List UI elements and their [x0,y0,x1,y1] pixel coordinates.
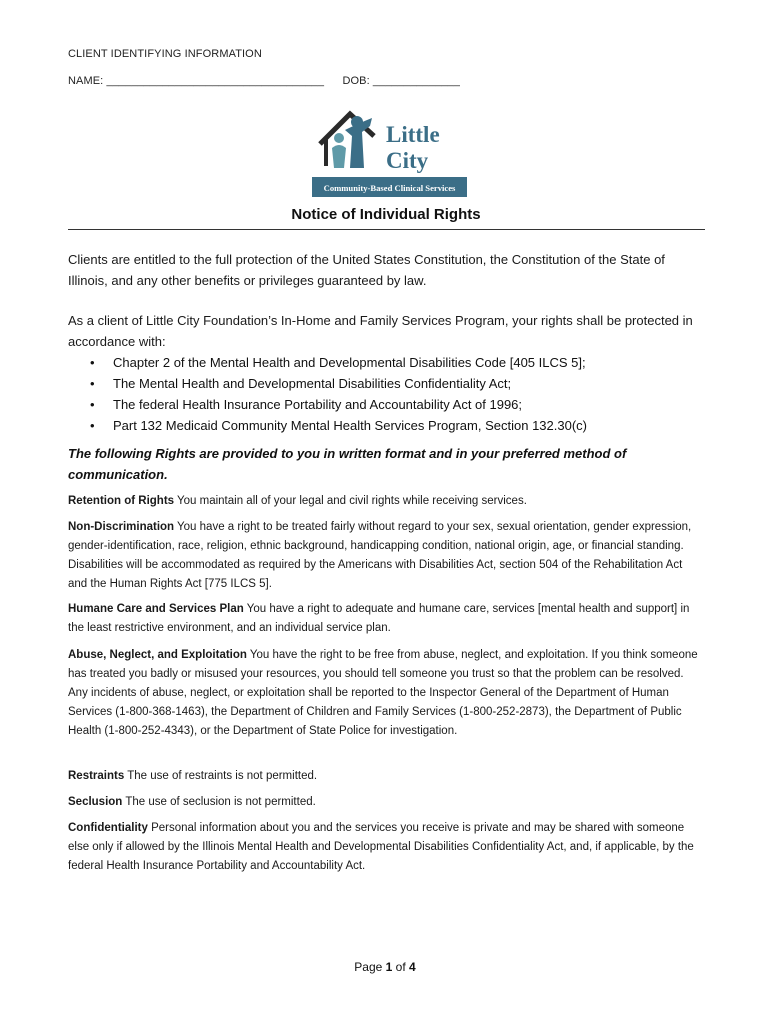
right-text: The use of restraints is not permitted. [124,770,318,782]
rights-lead-statement: The following Rights are provided to you in written format and in your preferred method of communication. [68,446,627,482]
logo-tagline: Community-Based Clinical Services [323,183,456,193]
right-text: You have a right to adequate and humane care, services [mental health and support] in the least restrictive environment, and an individual service plan. [68,603,690,634]
right-text: You have the right to be free from abuse, neglect, and exploitation. If you think someone has treated you badly or misused your resources, you should tell someone you trust so that the problem can be resolved. Any incidents of abuse, neglect, or exploitation shall be reported to the Inspector General of the Department of Human Services (1-800-368-1463), the Department of Children and Family Services (1-800-252-2873), the Department of Public Health (1-800-252-4343), or the Department of State Police for investigation. [68,649,698,737]
right-text: You have a right to be treated fairly without regard to your sex, sexual orientation, gender expression, gender-identification, race, religion, ethnic background, handicapping condition, national origin, age, or financial standing. Disabilities will be accommodated as required by the Americans with Disabilities Act, section 504 of the Rehabilitation Act and the Human Rights Act [775 ILCS 5]. [68,521,692,590]
dob-field-line: DOB: ______________ [342,75,460,87]
little-city-logo-icon [312,108,467,200]
right-text: Personal information about you and the services you receive is private and may be shared with someone else only if allowed by the Illinois Mental Health and Developmental Disabilities Confidentiality Act, and, if applicable, by the federal Health Insurance Portability and Accountability Act. [68,822,694,872]
client-name-dob-line [68,75,460,87]
right-heading: Non-Discrimination [68,521,175,533]
right-heading: Confidentiality [68,822,148,834]
of-word: of [392,960,410,974]
right-confidentiality [68,819,704,876]
page-title: Notice of Individual Rights [291,206,481,223]
title-divider [68,229,705,230]
logo-word-little: Little [386,122,440,147]
right-heading: Retention of Rights [68,495,175,507]
program-paragraph: As a client of Little City Foundation’s In-Home and Family Services Program, your rights shall be protected in accordance with: [68,313,693,349]
right-heading: Restraints [68,770,125,782]
list-item: • Part 132 Medicaid Community Mental Health Services Program, Section 132.30(c) [90,415,587,436]
total-pages: 4 [409,960,416,974]
right-humane-care [68,600,704,638]
name-field-line: NAME: ___________________________________ [68,75,325,87]
right-abuse-neglect [68,646,704,741]
client-identifying-label: CLIENT IDENTIFYING INFORMATION [68,48,262,60]
right-retention [68,492,704,511]
right-heading: Humane Care and Services Plan [68,603,244,615]
right-restraints [68,767,704,786]
list-item: • The federal Health Insurance Portability and Accountability Act of 1996; [90,394,587,415]
little-city-logo [312,108,467,200]
legal-basis-list [90,352,587,436]
right-text: The use of seclusion is not permitted. [122,796,316,808]
right-non-discrimination [68,518,704,594]
current-page: 1 [385,960,393,974]
right-heading: Abuse, Neglect, and Exploitation [68,649,247,661]
page-word: Page [354,960,386,974]
right-heading: Seclusion [68,796,123,808]
intro-paragraph: Clients are entitled to the full protection of the United States Constitution, the Constitution of the State of Illinois, and any other benefits or privileges guaranteed by law. [68,252,665,288]
right-text: You maintain all of your legal and civil rights while receiving services. [174,495,527,507]
logo-word-city: City [386,148,429,173]
list-item: • Chapter 2 of the Mental Health and Developmental Disabilities Code [405 ILCS 5]; [90,352,587,373]
right-seclusion [68,793,704,812]
list-item: • The Mental Health and Developmental Disabilities Confidentiality Act; [90,373,587,394]
page-number [0,960,770,974]
